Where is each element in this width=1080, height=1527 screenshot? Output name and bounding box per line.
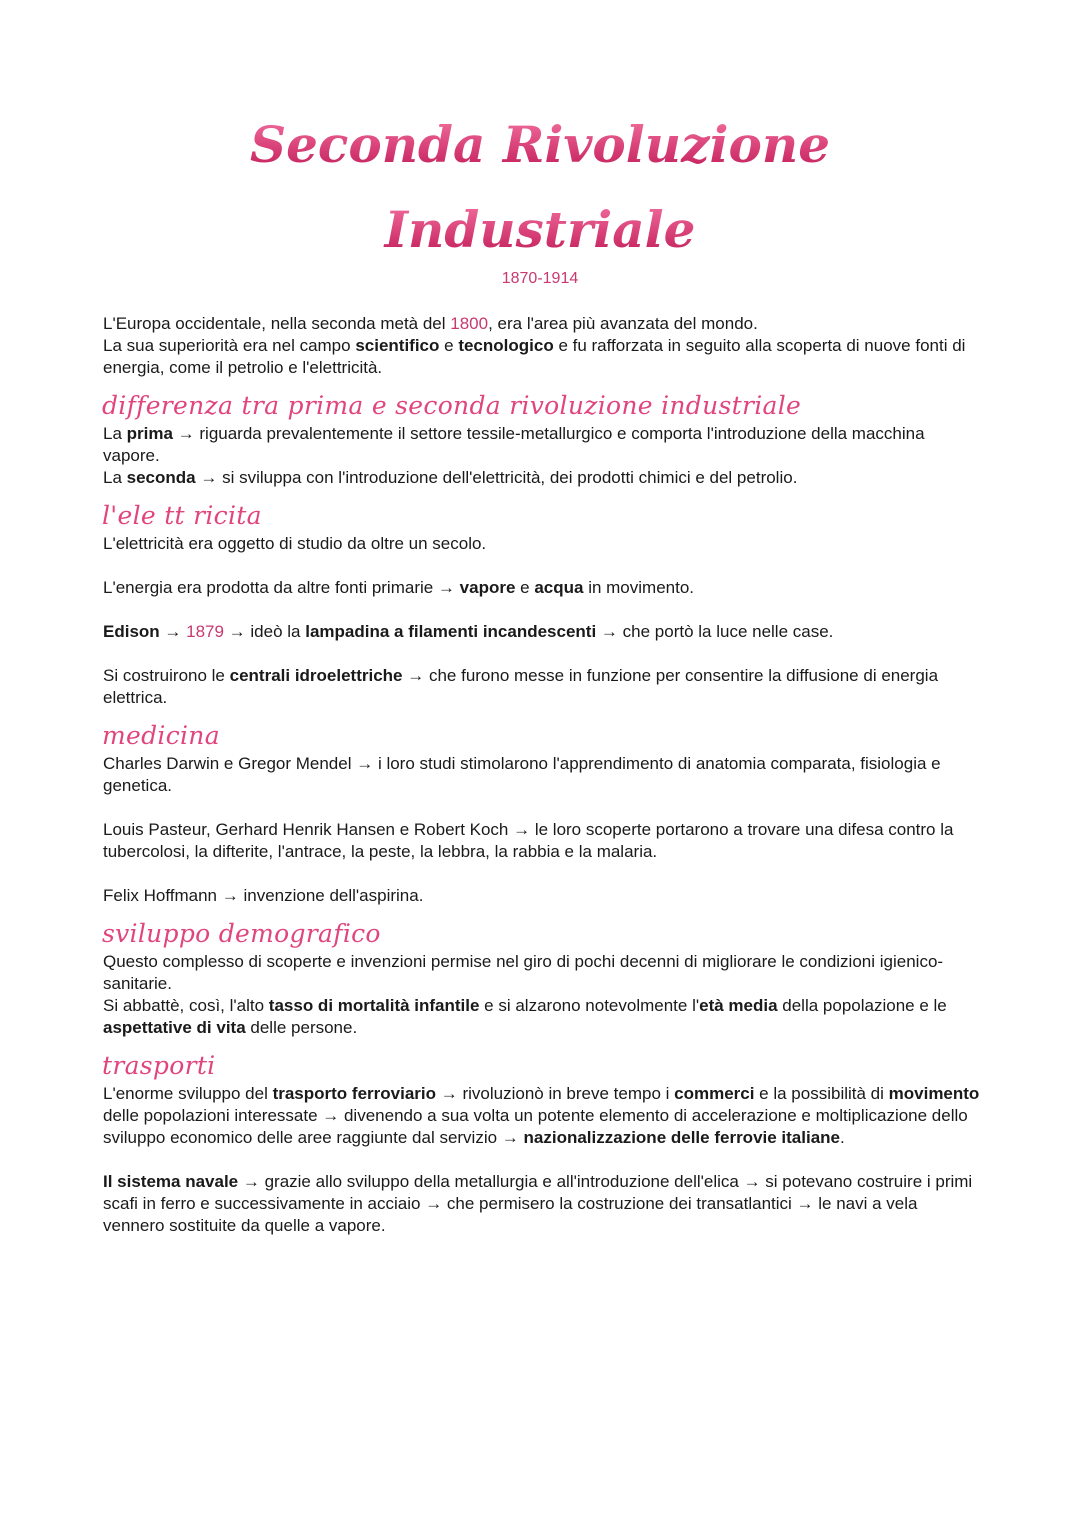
text-run: La xyxy=(103,424,127,443)
document-body xyxy=(103,313,983,1237)
section-title-differenza: differenza tra prima e seconda rivoluzione industriale xyxy=(102,391,802,420)
trasporti-paragraph-1 xyxy=(103,1083,983,1149)
text-run: e xyxy=(515,578,535,597)
section-title-elettricita: l'ele tt ricita xyxy=(102,501,262,530)
section-title-sviluppo: sviluppo demografico xyxy=(102,919,381,948)
text-run: e xyxy=(439,336,459,355)
elettricita-paragraph-4 xyxy=(103,665,983,709)
text-run: → ideò la xyxy=(223,622,306,641)
text-run: L'enorme sviluppo del xyxy=(103,1084,273,1103)
text-run: Si abbattè, così, l'alto xyxy=(103,996,269,1015)
sviluppo-paragraph-1: Questo complesso di scoperte e invenzioni permise nel giro di pochi decenni di migliorare le condizioni igienico-sanitarie. xyxy=(103,952,944,993)
text-run: in movimento. xyxy=(583,578,695,597)
text-run: La sua superiorità era nel campo xyxy=(103,336,356,355)
text-run: delle popolazioni interessate → divenendo a sua volta un potente elemento di accelerazione e moltiplicazione dello sviluppo economico delle aree raggiunte dal servizio → xyxy=(103,1106,968,1147)
bold-term: Il sistema navale xyxy=(103,1172,239,1191)
bold-term: seconda xyxy=(126,468,196,487)
medicina-paragraph-1: Charles Darwin e Gregor Mendel → i loro studi stimolarono l'apprendimento di anatomia comparata, fisiologia e genetica. xyxy=(103,754,941,795)
text-run: L'Europa occidentale, nella seconda metà del xyxy=(103,314,451,333)
text-run: . xyxy=(840,1128,845,1147)
text-run: delle persone. xyxy=(245,1018,358,1037)
text-run: La xyxy=(103,468,127,487)
bold-term: acqua xyxy=(534,578,584,597)
bold-term: scientifico xyxy=(355,336,440,355)
sviluppo-paragraph-2 xyxy=(103,995,983,1039)
year-1879: 1879 xyxy=(186,622,224,641)
bold-term: età media xyxy=(699,996,778,1015)
text-run: e si alzarono notevolmente l' xyxy=(479,996,700,1015)
text-run: → che portò la luce nelle case. xyxy=(596,622,834,641)
elettricita-paragraph-1: L'elettricità era oggetto di studio da oltre un secolo. xyxy=(103,534,487,553)
trasporti-paragraph-2 xyxy=(103,1171,983,1237)
text-run: → si sviluppa con l'introduzione dell'elettricità, dei prodotti chimici e del petrolio. xyxy=(195,468,798,487)
section-title-medicina: medicina xyxy=(102,721,220,750)
section-title-trasporti: trasporti xyxy=(102,1051,216,1080)
title-line-1: Seconda Rivoluzione xyxy=(0,120,1080,170)
bold-term: aspettative di vita xyxy=(103,1018,246,1037)
bold-term: vapore xyxy=(459,578,516,597)
elettricita-paragraph-3 xyxy=(103,621,983,643)
year-1800: 1800 xyxy=(450,314,489,333)
differenza-paragraph-2 xyxy=(103,467,983,489)
bold-term: tecnologico xyxy=(458,336,554,355)
differenza-paragraph-1 xyxy=(103,423,983,467)
elettricita-paragraph-2 xyxy=(103,577,983,599)
intro-paragraph-1 xyxy=(103,313,983,335)
medicina-paragraph-2: Louis Pasteur, Gerhard Henrik Hansen e Robert Koch → le loro scoperte portarono a trovare una difesa contro la tubercolosi, la difterite, l'antrace, la peste, la lebbra, la rabbia e la malaria. xyxy=(103,820,954,861)
text-run: della popolazione e le xyxy=(777,996,947,1015)
intro-paragraph-2 xyxy=(103,335,983,379)
title-line-2: Industriale xyxy=(0,205,1080,255)
text-run: → grazie allo sviluppo della metallurgia e all'introduzione dell'elica → si potevano costruire i primi scafi in ferro e successivamente in acciaio → che permisero la costruzione dei transatlantici → le navi a vela vennero sostituite da quelle a vapore. xyxy=(103,1172,973,1235)
text-run: → che furono messe in funzione per consentire la diffusione di energia elettrica. xyxy=(103,666,939,707)
bold-term: commerci xyxy=(674,1084,755,1103)
medicina-paragraph-3: Felix Hoffmann → invenzione dell'aspirina. xyxy=(103,886,424,905)
text-run: L'energia era prodotta da altre fonti primarie → xyxy=(103,578,460,597)
bold-term: lampadina a filamenti incandescenti xyxy=(305,622,597,641)
bold-term: tasso di mortalità infantile xyxy=(268,996,480,1015)
dates-subtitle: 1870-1914 xyxy=(501,270,579,287)
bold-term: movimento xyxy=(888,1084,980,1103)
bold-term: trasporto ferroviario xyxy=(272,1084,437,1103)
text-run: → rivoluzionò in breve tempo i xyxy=(436,1084,675,1103)
text-run: Si costruirono le xyxy=(103,666,230,685)
bold-term: Edison xyxy=(103,622,160,641)
text-run: e fu rafforzata in seguito alla scoperta di nuove fonti di energia, come il petrolio e l'elettricità. xyxy=(103,336,966,377)
bold-term: nazionalizzazione delle ferrovie italiane xyxy=(523,1128,840,1147)
text-run: → xyxy=(159,622,187,641)
bold-term: centrali idroelettriche xyxy=(229,666,403,685)
text-run: → riguarda prevalentemente il settore tessile-metallurgico e comporta l'introduzione della macchina vapore. xyxy=(103,424,925,465)
bold-term: prima xyxy=(126,424,173,443)
text-run: , era l'area più avanzata del mondo. xyxy=(488,314,758,333)
text-run: e la possibilità di xyxy=(754,1084,889,1103)
